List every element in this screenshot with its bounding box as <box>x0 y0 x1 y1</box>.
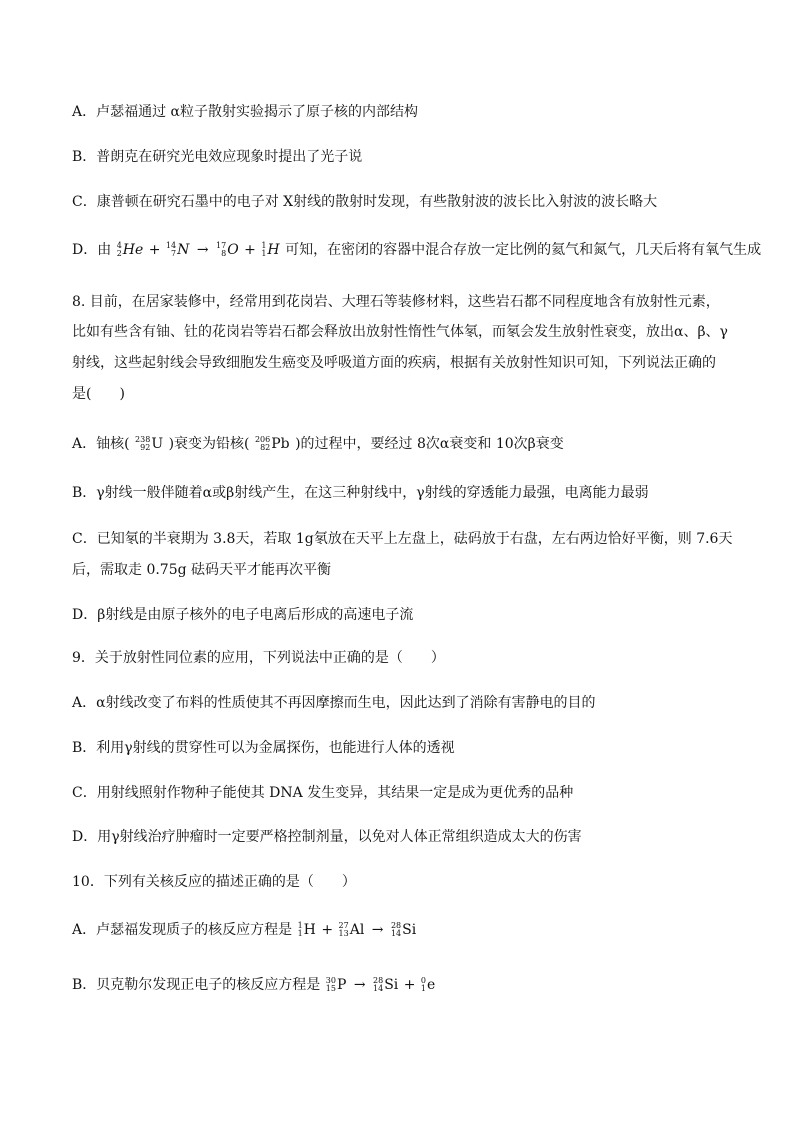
plus-sign: + <box>244 242 256 258</box>
nuclide-p: 30 15 P <box>325 976 347 993</box>
q8-stem-line-2: 比如有些含有铀、钍的花岗岩等岩石都会释放出放射性惰性气体氡，而氡会发生放射性衰变，放出α、β、γ <box>72 324 728 340</box>
q10-stem: 10．下列有关核反应的描述正确的是（ ） <box>72 874 356 890</box>
nuclide-u: 238 92 U <box>135 435 164 452</box>
q9-stem: 9．关于放射性同位素的应用，下列说法中正确的是（ ） <box>72 650 445 666</box>
q8-stem-line-3: 射线，这些起射线会导致细胞发生癌变及呼吸道方面的疾病，根据有关放射性知识可知，下列说法正确的 <box>72 355 716 371</box>
q8-option-a: A．铀核( 238 92 U )衰变为铅核( 206 82 Pb )的过程中，要经过 8次α衰变和 10次β衰变 <box>72 435 564 452</box>
nuclide-n: 14 7 N <box>165 241 190 258</box>
q9-option-d: D．用γ射线治疗肿瘤时一定要严格控制剂量，以免对人体正常组织造成太大的伤害 <box>72 829 582 845</box>
q9-option-b: B．利用γ射线的贯穿性可以为金属探伤，也能进行人体的透视 <box>72 740 455 756</box>
nuclide-h: 1 1 H <box>261 241 280 258</box>
q8-option-c-line-2: 后，需取走 0.75g 砝码天平才能再次平衡 <box>72 562 332 578</box>
plus-sign: + <box>321 922 334 938</box>
q8-option-d: D．β射线是由原子核外的电子电离后形成的高速电子流 <box>72 607 414 623</box>
nuclide-pb: 206 82 Pb <box>254 435 290 452</box>
q9-option-a: A．α射线改变了布料的性质使其不再因摩擦而生电，因此达到了消除有害静电的目的 <box>72 695 596 711</box>
nuclide-h: 1 1 H <box>297 921 316 938</box>
q7-d-prefix: D．由 <box>72 242 112 258</box>
q8-stem-line-1: 8. 目前，在居家装修中，经常用到花岗岩、大理石等装修材料，这些岩石都不同程度地含有放射性元素， <box>72 294 720 310</box>
q10-option-a: A．卢瑟福发现质子的核反应方程是 1 1 H + 27 13 Al → 28 14 Si <box>72 921 417 938</box>
nuclide-o: 17 8 O <box>216 241 239 258</box>
q7-option-c: C．康普顿在研究石墨中的电子对 X射线的散射时发现，有些散射波的波长比入射波的波长略大 <box>72 194 658 210</box>
q7-option-d <box>72 240 761 260</box>
q8-option-c-line-1: C．已知氡的半衰期为 3.8天，若取 1g氡放在天平上左盘上，砝码放于右盘，左右两边恰好平衡，则 7.6天 <box>72 531 733 547</box>
nuclide-al: 27 13 Al <box>338 921 365 938</box>
nuclide-si: 28 14 Si <box>390 921 417 938</box>
plus-sign: + <box>148 242 161 258</box>
plus-sign: + <box>403 977 416 993</box>
q10-option-b: B．贝克勒尔发现正电子的核反应方程是 30 15 P → 28 14 Si + 0 1 e <box>72 976 436 993</box>
reaction-arrow: → <box>196 242 209 258</box>
nuclide-si: 28 14 Si <box>373 976 399 993</box>
q8-stem-line-4: 是( ) <box>72 386 125 402</box>
q7-option-a: A．卢瑟福通过 α粒子散射实验揭示了原子核的内部结构 <box>72 104 419 120</box>
reaction-arrow: → <box>371 922 384 938</box>
q7-option-b: B．普朗克在研究光电效应现象时提出了光子说 <box>72 149 363 165</box>
nuclide-he: 4 2 He <box>116 241 144 258</box>
q9-option-c: C．用射线照射作物种子能使其 DNA 发生变异，其结果一定是成为更优秀的品种 <box>72 785 574 801</box>
reaction-arrow: → <box>353 977 366 993</box>
q8-option-b: B．γ射线一般伴随着α或β射线产生，在这三种射线中，γ射线的穿透能力最强，电离能力最弱 <box>72 485 649 501</box>
q7-d-suffix: 可知，在密闭的容器中混合存放一定比例的氦气和氮气，几天后将有氧气生成 <box>285 242 762 258</box>
particle-positron: 0 1 e <box>420 976 436 993</box>
